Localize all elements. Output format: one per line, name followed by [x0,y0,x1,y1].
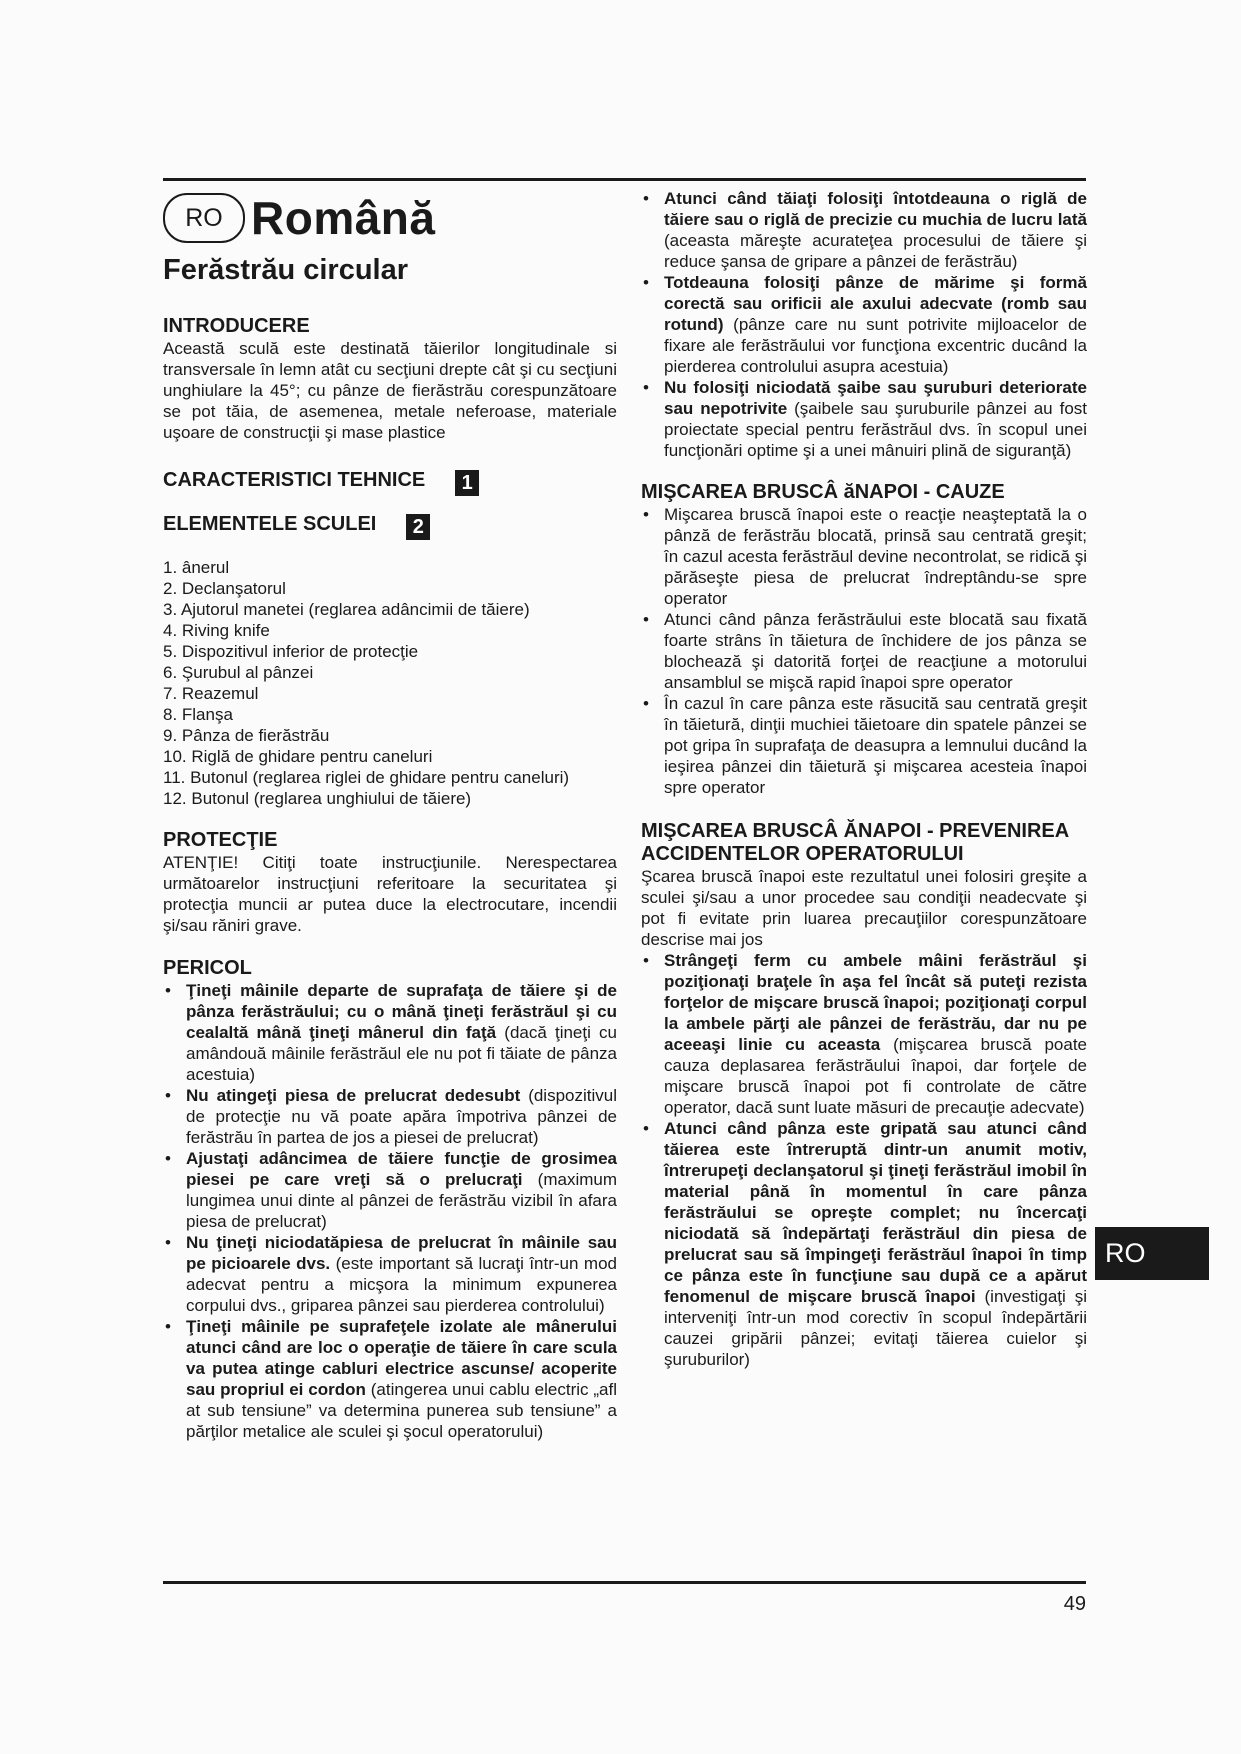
safety-list [641,188,1087,461]
language-badge: RO [163,193,245,243]
list-item [641,1118,1087,1370]
list-item [641,272,1087,377]
prevenire-heading: MIŞCAREA BRUSCÂ ĂNAPOI - PREVENIREA ACCIDENTELOR OPERATORULUI [641,820,1069,865]
intro-text: Această sculă este destinată tăierilor longitudinale si transversale în lemn atât cu secţiuni drepte cât şi cu secţiuni unghiulare la 45°; cu pânze de fierăstrău corespunzătoare se pot tăia, de asemenea, metale neferoase, materiale uşoare de construcţii şi mase plastice [163,339,617,442]
list-item [163,1148,617,1232]
cauze-heading: MIŞCAREA BRUSCÂ ăNAPOI - CAUZE [641,481,1005,503]
list-item: 2. Declanşatorul [163,579,286,598]
list-item [641,188,1087,272]
list-item-text: (dacă ţineţi cu amândouă mâinile ferăstrăul ele nu pot fi tăiate de pânza acestuia) [186,1023,618,1084]
bottom-rule [163,1581,1086,1584]
tech-heading-label: CARACTERISTICI TEHNICE [163,469,426,491]
protectie-text: ATENŢIE! Citiţi toate instrucţiunile. Nerespectarea următoarelor instrucţiuni referitoare la securitatea şi protecţia muncii ar putea duce la electrocutare, incendii şi/sau răniri grave. [163,853,617,935]
language-side-tab: RO [1095,1227,1209,1280]
list-item-text: (şaibele sau şuruburile pânzei au fost proiectate special pentru ferăstrăul dvs. în scopul unei funcţionări optime şi a unei mânuiri plină de siguranţă) [664,399,1087,460]
list-item: 11. Butonul (reglarea riglei de ghidare pentru caneluri) [163,768,570,787]
list-item: 12. Butonul (reglarea unghiului de tăiere) [163,789,472,808]
bullet-icon: • [165,981,171,1000]
list-item: 7. Reazemul [163,684,259,703]
bullet-icon: • [643,610,649,629]
elements-heading-label: ELEMENTELE SCULEI [163,513,377,535]
list-item-bold: Ajustaţi adâncimea de tăiere funcţie de grosimea piesei pe care vreţi să o prelucraţi [186,1149,617,1189]
list-item-bold: Nu atingeţi piesa de prelucrat dedesubt [186,1086,521,1105]
bullet-icon: • [643,378,649,397]
list-item-text: (mişcarea bruscă poate cauza deplasarea ferăstrăului înapoi, dar forţele de mişcare bruscă înapoi pot fi controlate de către operator, dacă sunt luate măsuri de precauţie adecvate) [664,1035,1087,1117]
left-column [163,188,617,1442]
elements-heading [163,510,617,539]
list-item-text: (dispozitivul de protecţie nu vă poate apăra împotriva pânzei de ferăstrău în partea de jos a piesei de prelucrat) [186,1086,617,1147]
language-title: Română [251,192,436,244]
list-item-text: Mişcarea bruscă înapoi este o reacţie neaşteptată la o pânză de ferăstrău blocată, prinsă sau centrată greşit; în cazul acesta ferăstrăul devine necontrolat, se ridică şi părăseşte piesa de prelucrat îndreptându-se spre operator [664,505,1087,608]
list-item-text: (investigaţi şi interveniţi într-un mod corectiv în scopul îndepărtării cauzei gripării pânzei; evitaţi tăierea cuielor şi şuruburilor) [664,1287,1087,1369]
list-item [641,950,1087,1118]
list-item-text: (maximum lungimea unui dinte al pânzei de ferăstrău vizibil în afara piesa de prelucrat) [186,1170,618,1231]
list-item [163,1085,617,1148]
bullet-icon: • [165,1086,171,1105]
list-item-bold: Totdeauna folosiţi pânze de mărime şi formă corectă sau orificii ale axului adecvate (romb sau rotund) [664,273,1087,334]
list-item-bold: Ţineţi mâinile pe suprafeţele izolate ale mânerului atunci când are loc o operaţie de tăiere în care scula va putea atinge cabluri electrice ascunse/ acoperite sau propriul ei cordon [186,1317,617,1399]
bullet-icon: • [165,1317,171,1336]
list-item: 6. Şurubul al pânzei [163,663,314,682]
list-item: 9. Pânza de fierăstrău [163,726,330,745]
bullet-icon: • [643,189,649,208]
list-item-bold: Strângeţi ferm cu ambele mâini ferăstrăul şi poziţionaţi braţele în aşa fel încât să puteţi rezista forţelor de mişcare bruscă înapoi; poziţionaţi corpul la ambele părţi ale pânzei de ferăstrău, dar nu pe aceeaşi linie cu aceasta [664,951,1087,1054]
list-item: 3. Ajutorul manetei (reglarea adâncimii de tăiere) [163,600,530,619]
list-item-text: (pânze care nu sunt potrivite mijloacelor de fixare ale ferăstrăului vor funcţiona excentric ducând la pierderea controlului asupra acestuia) [664,315,1087,376]
page-number: 49 [1063,1593,1086,1615]
list-item [641,693,1087,798]
list-item-bold: Nu ţineţi niciodatăpiesa de prelucrat în mâinile sau pe picioarele dvs. [186,1233,617,1273]
list-item-bold: Ţineţi mâinile departe de suprafaţa de tăiere şi de pânza ferăstrăului; cu o mână ţineţi ferăstrăul şi cu cealaltă mână ţineţi mânerul din faţă [186,981,617,1042]
list-item-text: (aceasta măreşte acurateţea procesului de tăiere şi reduce şansa de gripare a pânzei de ferăstrău) [664,231,1087,271]
language-header [163,188,617,248]
list-item-text: (atingerea unui cablu electric „afl at sub tensiune” va determina punerea sub tensiune” a părţilor metalice ale sculei şi şocul operatorului) [186,1380,617,1441]
list-item [641,609,1087,693]
right-column [641,188,1087,1370]
list-item-text: Atunci când pânza ferăstrăului este blocată sau fixată foarte strâns în tăietura de închidere de jos pânza se blochează şi datorită forţei de reacţiune a motorului ansamblul se mişcă rapid înapoi spre operator [664,610,1087,692]
list-item-text: În cazul în care pânza este răsucită sau centrată greşit în tăietură, dinţii muchiei tăietoare din spatele pânzei se pot gripa în suprafaţa de deasupra a lemnului ducând la ieşirea pânzei din tăietură şi mişcarea acesteia înapoi spre operator [664,694,1087,797]
bullet-icon: • [165,1233,171,1252]
bullet-icon: • [165,1149,171,1168]
intro-heading: INTRODUCERE [163,315,310,337]
prevenire-list [641,950,1087,1370]
bullet-icon: • [643,273,649,292]
top-rule [163,178,1086,181]
list-item-text: (este important să lucraţi într-un mod adecvat pentru a micşora la minimum expunerea corpului dvs., griparea pânzei sau pierderea controlului) [186,1254,617,1315]
list-item-bold: Atunci când pânza este gripată sau atunci când tăierea este întreruptă dintr-un anumit motiv, întrerupeţi declanşatorul şi ţineţi ferăstrăul imobil în material până în momentul în care pânza ferăstrăului se opreşte complet; nu încercaţi niciodată să îndepărtaţi ferăstrăul din piesa de prelucrat sau să împingeţi ferăstrăul înapoi în timp ce pânza este în funcţiune sau după ce a apărut fenomenul de mişcare bruscă înapoi [664,1119,1087,1306]
pericol-heading: PERICOL [163,957,252,979]
cauze-list [641,504,1087,798]
elements-list [163,557,617,809]
elements-figure-number: 2 [406,514,430,540]
tech-figure-number: 1 [455,470,479,496]
protectie-heading: PROTECŢIE [163,829,278,851]
list-item [163,1232,617,1316]
list-item [641,377,1087,461]
list-item: 4. Riving knife [163,621,270,640]
tech-heading [163,466,617,495]
bullet-icon: • [643,694,649,713]
list-item-bold: Nu folosiţi niciodată şaibe sau şuruburi deteriorate sau nepotrivite [664,378,1087,418]
list-item [163,980,617,1085]
list-item [641,504,1087,609]
list-item: 10. Riglă de ghidare pentru caneluri [163,747,433,766]
list-item-bold: Atunci când tăiaţi folosiţi întotdeauna o riglă de tăiere sau o riglă de precizie cu muchia de lucru lată [664,189,1087,229]
list-item [163,1316,617,1442]
bullet-icon: • [643,505,649,524]
list-item: 5. Dispozitivul inferior de protecţie [163,642,419,661]
bullet-icon: • [643,1119,649,1138]
prevenire-text: Şcarea bruscă înapoi este rezultatul unei folosiri greşite a sculei şi/sau a unor procedee sau condiţii neadecvate şi pot fi evitate prin luarea precauţiilor corespunzătoare descrise mai jos [641,867,1087,949]
list-item: 8. Flanşa [163,705,233,724]
pericol-list [163,980,617,1442]
list-item: 1. ânerul [163,558,230,577]
page-subtitle: Ferăstrău circular [163,254,409,286]
bullet-icon: • [643,951,649,970]
